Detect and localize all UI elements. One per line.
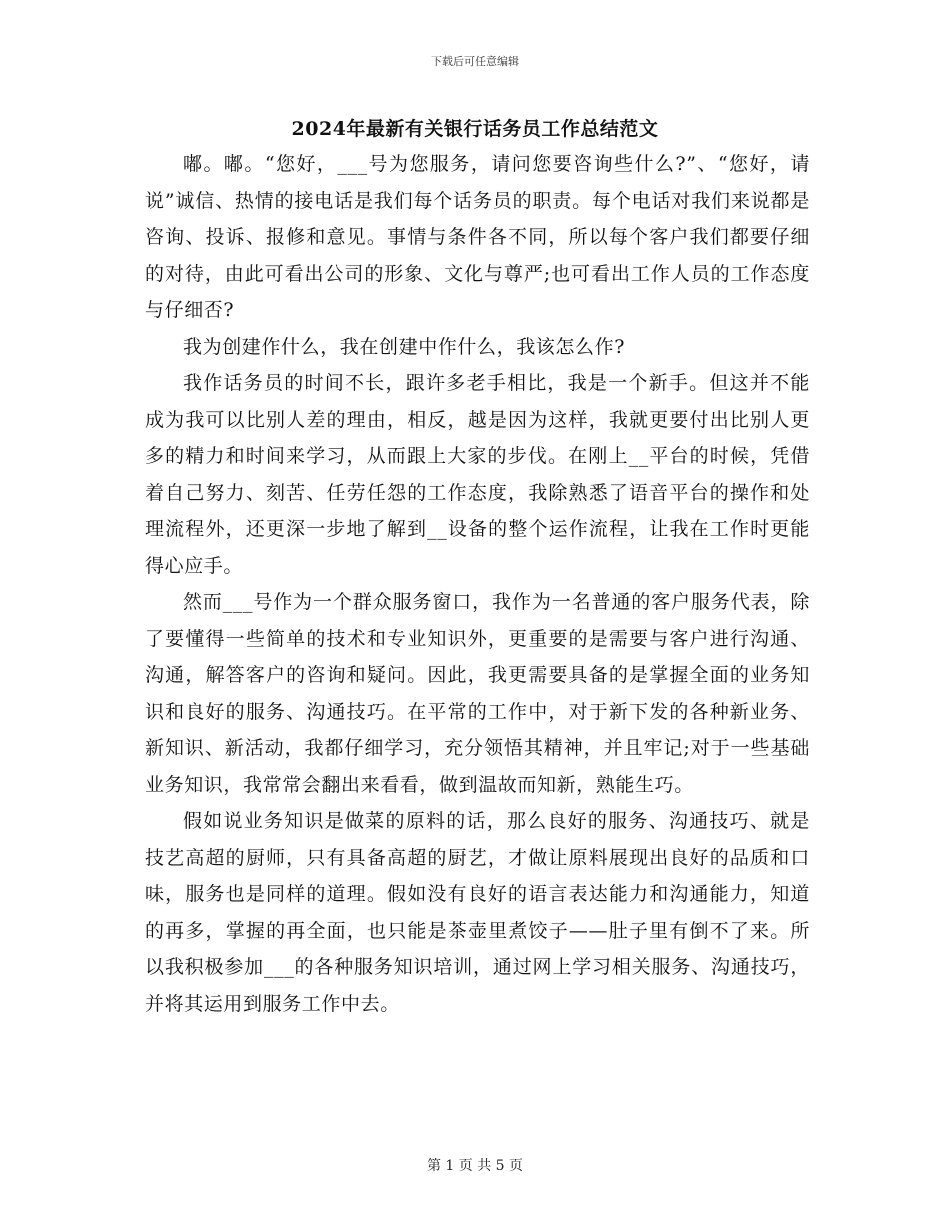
paragraph: 然而___号作为一个群众服务窗口，我作为一名普通的客户服务代表，除了要懂得一些简单的技术和专业知识外，更重要的是需要与客户进行沟通、沟通，解答客户的咨询和疑问。因此，我更需要具备的是掌握全面的业务知识和良好的服务、沟通技巧。在平常的工作中，对于新下发的各种新业务、新知识、新活动，我都仔细学习，充分领悟其精神，并且牢记;对于一些基础业务知识，我常常会翻出来看看，做到温故而知新，熟能生巧。 bbox=[145, 591, 810, 796]
paragraph: 假如说业务知识是做菜的原料的话，那么良好的服务、沟通技巧、就是技艺高超的厨师，只有具备高超的厨艺，才做让原料展现出良好的品质和口味，服务也是同样的道理。假如没有良好的语言表达能力和沟通能力，知道的再多，掌握的再全面，也只能是茶壶里煮饺子——肚子里有倒不了来。所以我积极参加___的各种服务知识培训，通过网上学习相关服务、沟通技巧，并将其运用到服务工作中去。 bbox=[145, 810, 810, 1015]
paragraph: 我为创建作什么，我在创建中作什么，我该怎么作? bbox=[183, 335, 625, 358]
document-body bbox=[145, 146, 810, 1022]
header-note: 下载后可任意编辑 bbox=[431, 55, 519, 68]
paragraph: 我作话务员的时间不长，跟许多老手相比，我是一个新手。但这并不能成为我可以比别人差的理由，相反，越是因为这样，我就更要付出比别人更多的精力和时间来学习，从而跟上大家的步伐。在刚上__平台的时候，凭借着自己努力、刻苦、任劳任怨的工作态度，我除熟悉了语音平台的操作和处理流程外，还更深一步地了解到__设备的整个运作流程，让我在工作时更能得心应手。 bbox=[145, 372, 810, 577]
document-title: 2024年最新有关银行话务员工作总结范文 bbox=[291, 118, 659, 140]
page-number: 第 1 页 共 5 页 bbox=[426, 1158, 524, 1174]
paragraph: 嘟。嘟。“您好，___号为您服务，请问您要咨询些什么?”、“您好，请说”诚信、热情的接电话是我们每个话务员的职责。每个电话对我们来说都是咨询、投诉、报修和意见。事情与条件各不同，所以每个客户我们都要仔细的对待，由此可看出公司的形象、文化与尊严;也可看出工作人员的工作态度与仔细否? bbox=[145, 153, 810, 321]
